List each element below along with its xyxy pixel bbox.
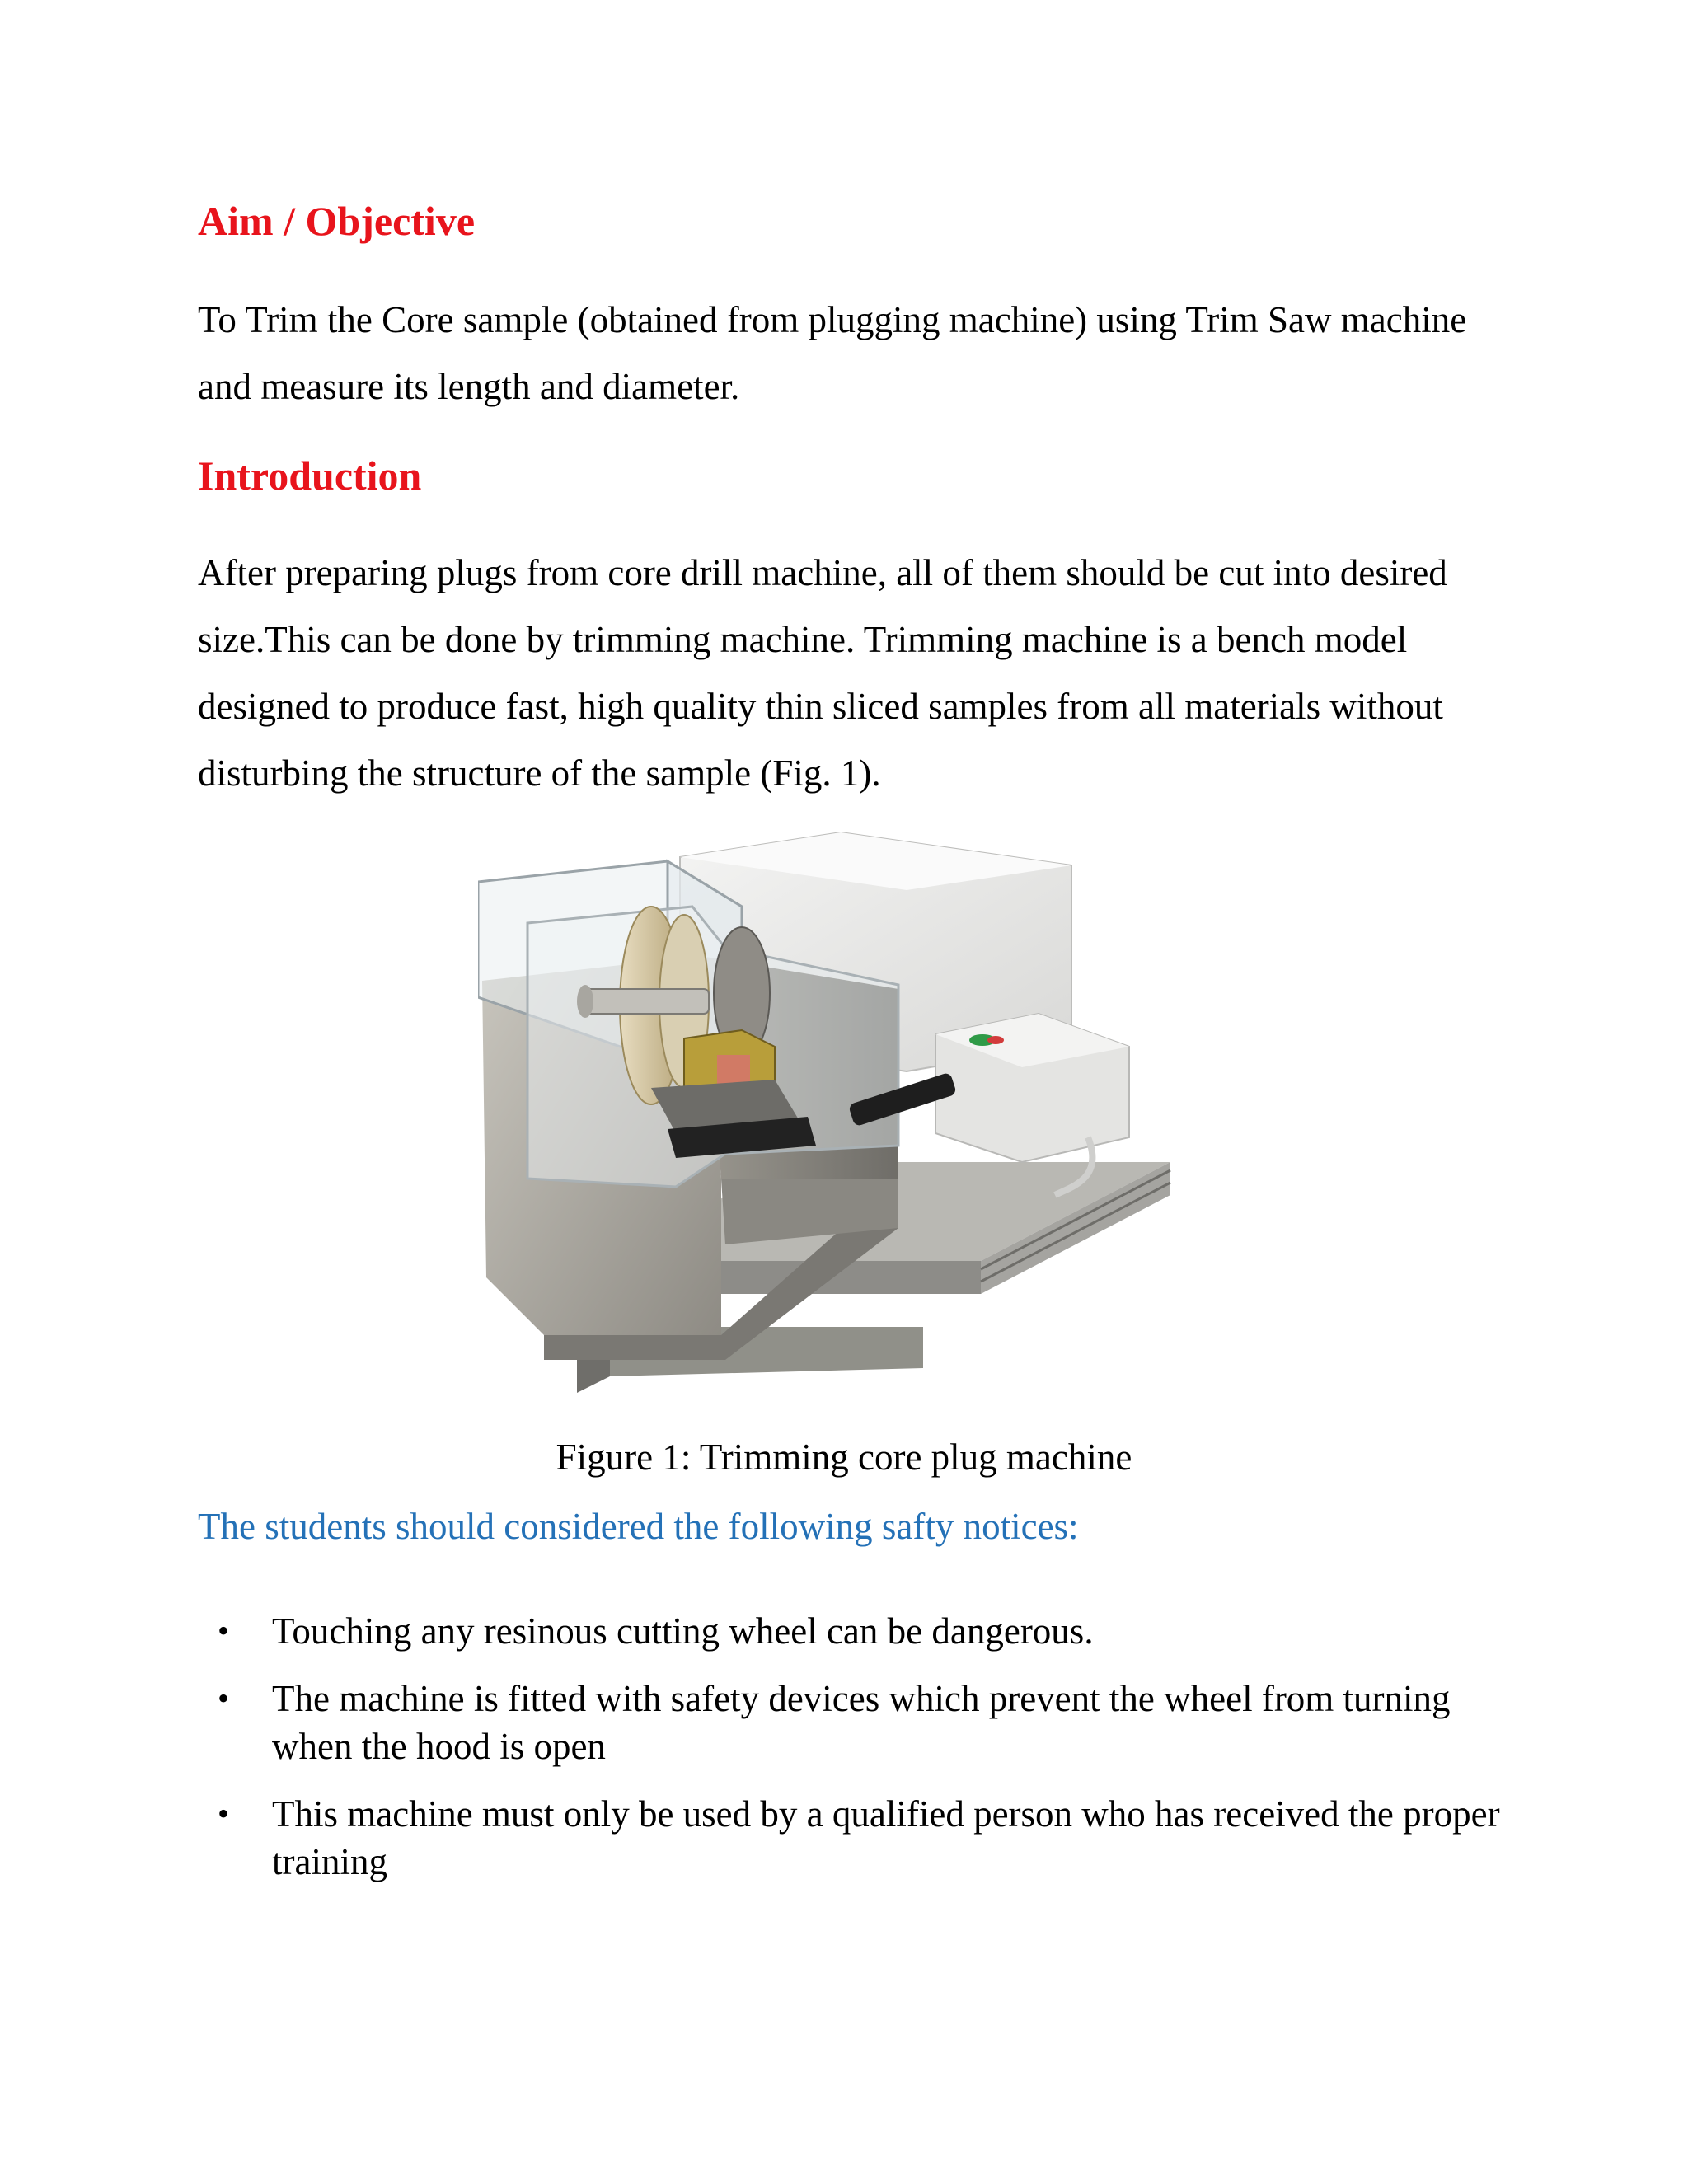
safety-notice-list — [198, 1607, 1517, 1905]
list-item — [198, 1607, 1517, 1655]
list-item — [198, 1675, 1517, 1770]
safety-notice-title: The students should considered the following safty notices: — [198, 1506, 1079, 1547]
bullet-icon: • — [218, 1680, 230, 1717]
introduction-heading: Introduction — [198, 452, 422, 499]
figure-caption: Figure 1: Trimming core plug machine — [556, 1436, 1132, 1478]
trim-saw-machine-image — [478, 832, 1195, 1393]
trim-saw-machine-illustration — [478, 832, 1195, 1393]
notice-text: The machine is fitted with safety devices which prevent the wheel from turning when the hood is open — [272, 1678, 1451, 1767]
notice-text: This machine must only be used by a qualified person who has received the proper training — [272, 1793, 1500, 1882]
aim-heading: Aim / Objective — [198, 198, 476, 244]
bullet-icon: • — [218, 1612, 230, 1649]
aim-text: To Trim the Core sample (obtained from plugging machine) using Trim Saw machine and measure its length and diameter. — [198, 299, 1467, 407]
introduction-text: After preparing plugs from core drill machine, all of them should be cut into desired size.This can be done by trimming machine. Trimming machine is a bench model designed to produce fast, high quality thin sliced samples from all materials without disturbing the structure of the sample (Fig. 1). — [198, 552, 1447, 794]
list-item — [198, 1790, 1517, 1886]
bullet-icon: • — [218, 1795, 230, 1832]
notice-text: Touching any resinous cutting wheel can be dangerous. — [272, 1610, 1094, 1652]
